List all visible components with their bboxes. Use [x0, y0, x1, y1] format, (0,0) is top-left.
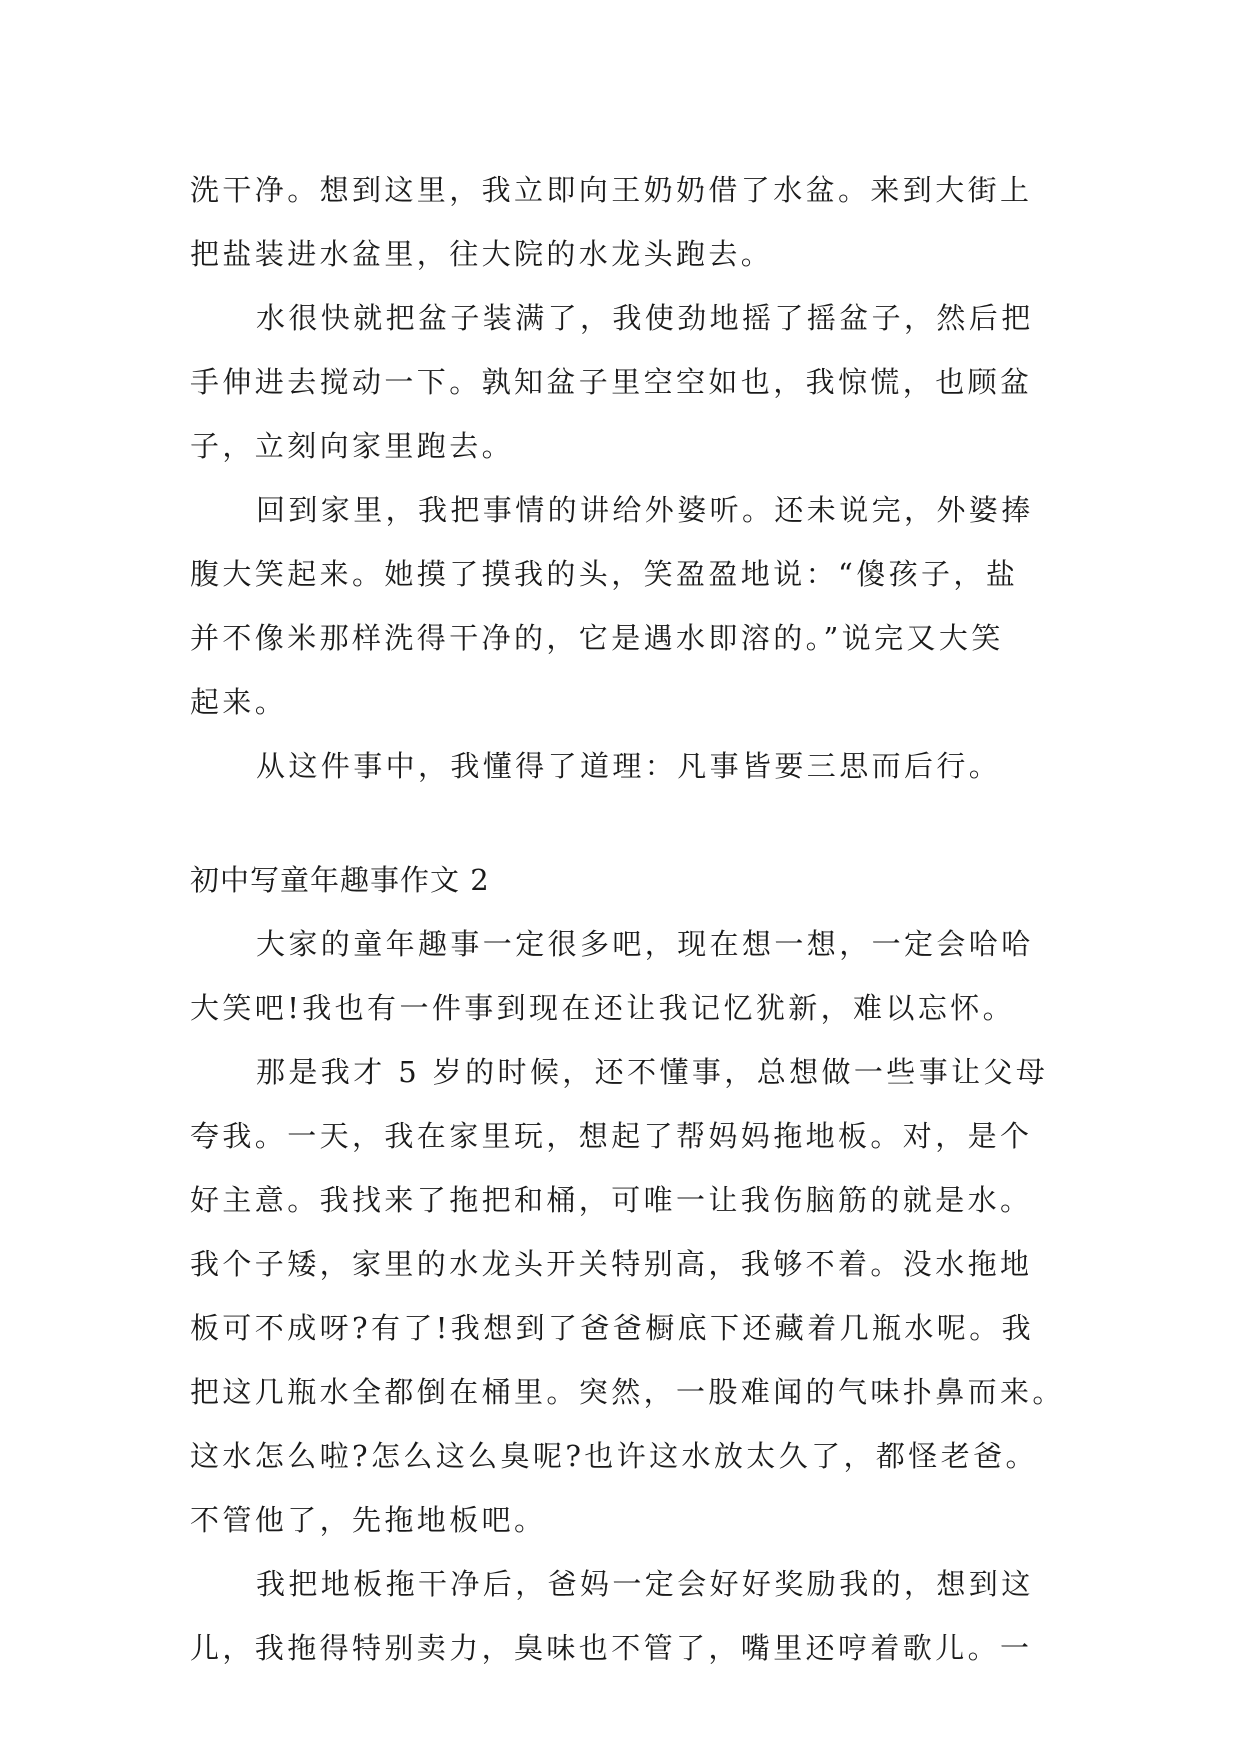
text-line: 这水怎么啦?怎么这么臭呢?也许这水放太久了，都怪老爸。 — [190, 1439, 1038, 1473]
paragraph — [190, 1552, 1060, 1680]
text-line: 板可不成呀?有了!我想到了爸爸橱底下还藏着几瓶水呢。我 — [190, 1311, 1035, 1345]
paragraph — [190, 734, 1060, 798]
text-line: 儿，我拖得特别卖力，臭味也不管了，嘴里还哼着歌儿。一 — [190, 1631, 1033, 1665]
text-line: 大家的童年趣事一定很多吧，现在想一想，一定会哈哈 — [256, 927, 1034, 961]
text-line: 把这几瓶水全都倒在桶里。突然，一股难闻的气味扑鼻而来。 — [190, 1375, 1065, 1409]
text-line: 好主意。我找来了拖把和桶，可唯一让我伤脑筋的就是水。 — [190, 1183, 1033, 1217]
text-line: 起来。 — [190, 685, 288, 719]
paragraph — [190, 1040, 1065, 1552]
text-line: 我把地板拖干净后，爸妈一定会好好奖励我的，想到这 — [256, 1567, 1034, 1601]
text-line: 腹大笑起来。她摸了摸我的头，笑盈盈地说：“傻孩子，盐 — [190, 557, 1019, 591]
text-line: 手伸进去搅动一下。孰知盆子里空空如也，我惊慌，也顾盆 — [190, 365, 1033, 399]
text-line: 回到家里，我把事情的讲给外婆听。还未说完，外婆捧 — [256, 493, 1034, 527]
document-body — [190, 158, 1065, 1680]
text-line: 那是我才 5 岁的时候，还不懂事，总想做一些事让父母 — [256, 1055, 1049, 1089]
paragraph — [190, 478, 1060, 734]
section-heading: 初中写童年趣事作文 2 — [190, 863, 490, 897]
section-gap — [190, 798, 1060, 848]
text-line: 夸我。一天，我在家里玩，想起了帮妈妈拖地板。对，是个 — [190, 1119, 1033, 1153]
text-line: 把盐装进水盆里，往大院的水龙头跑去。 — [190, 237, 774, 271]
text-line: 不管他了，先拖地板吧。 — [190, 1503, 547, 1537]
text-line: 并不像米那样洗得干净的，它是遇水即溶的。”说完又大笑 — [190, 621, 1004, 655]
text-line: 大笑吧!我也有一件事到现在还让我记忆犹新，难以忘怀。 — [190, 991, 1016, 1025]
paragraph — [190, 912, 1060, 1040]
text-line: 洗干净。想到这里，我立即向王奶奶借了水盆。来到大街上 — [190, 173, 1033, 207]
text-line: 水很快就把盆子装满了，我使劲地摇了摇盆子，然后把 — [256, 301, 1034, 335]
paragraph — [190, 286, 1060, 478]
paragraph-continued — [190, 158, 1060, 286]
text-line: 我个子矮，家里的水龙头开关特别高，我够不着。没水拖地 — [190, 1247, 1033, 1281]
text-line: 从这件事中，我懂得了道理：凡事皆要三思而后行。 — [256, 749, 1002, 783]
text-line: 子，立刻向家里跑去。 — [190, 429, 515, 463]
